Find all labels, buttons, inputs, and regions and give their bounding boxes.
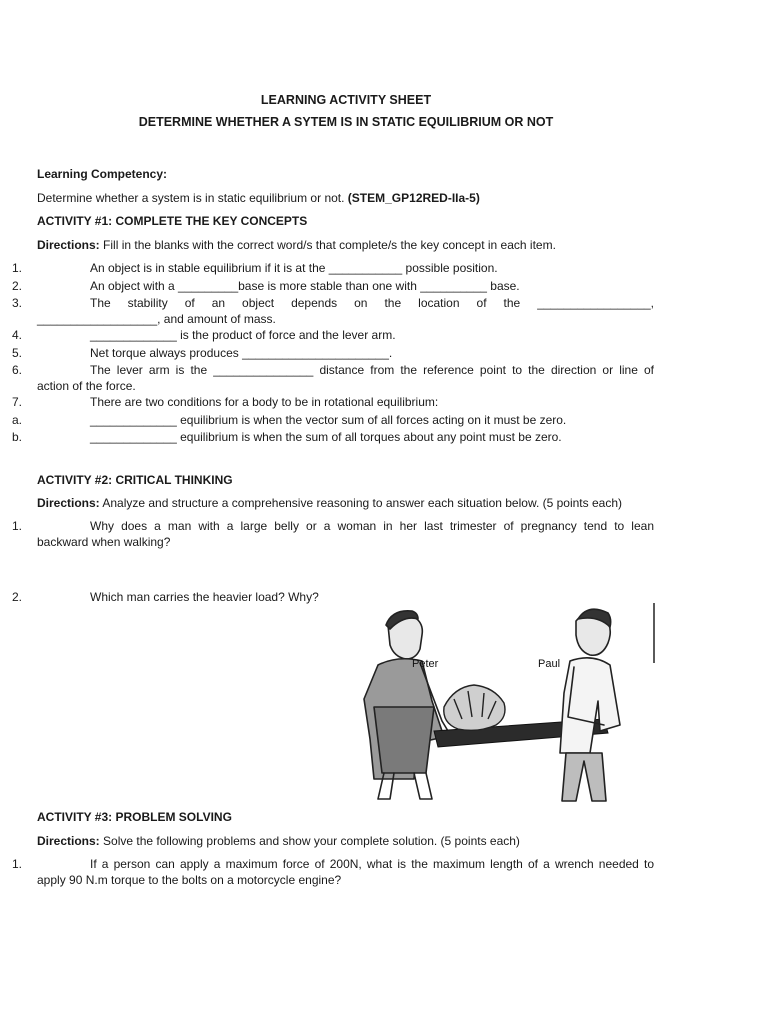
competency-text: Determine whether a system is in static equilibrium or not. bbox=[37, 191, 345, 205]
item-number: 6. bbox=[12, 363, 23, 377]
competency-code: (STEM_GP12RED-IIa-5) bbox=[347, 191, 480, 205]
peter-shorts bbox=[374, 707, 434, 773]
activity2-heading: ACTIVITY #2: CRITICAL THINKING bbox=[37, 473, 233, 487]
activity3-item-1-continuation: apply 90 N.m torque to the bolts on a motorcycle engine? bbox=[37, 873, 342, 887]
activity1-item-7: There are two conditions for a body to be in rotational equilibrium: bbox=[90, 395, 439, 409]
competency-statement bbox=[37, 191, 480, 205]
figure-label-paul: Paul bbox=[538, 658, 561, 670]
directions-label: Directions: bbox=[37, 238, 100, 252]
item-number: 1. bbox=[12, 857, 23, 871]
activity1-item-6: The lever arm is the _______________ distance from the reference point to the direction or line of bbox=[90, 363, 654, 377]
load-object bbox=[444, 685, 505, 730]
item-letter: a. bbox=[12, 413, 23, 427]
item-letter: b. bbox=[12, 430, 23, 444]
activity2-item-1-continuation: backward when walking? bbox=[37, 535, 171, 549]
activity2-item-2: Which man carries the heavier load? Why? bbox=[90, 590, 319, 604]
directions-text: Solve the following problems and show your complete solution. (5 points each) bbox=[103, 834, 520, 848]
directions-text: Fill in the blanks with the correct word/s that complete/s the key concept in each item. bbox=[103, 238, 556, 252]
two-men-carrying-load-illustration bbox=[348, 603, 658, 803]
item-number: 1. bbox=[12, 519, 23, 533]
activity1-item-4: _____________ is the product of force and the lever arm. bbox=[90, 328, 396, 342]
item-number: 3. bbox=[12, 296, 23, 310]
sheet-title: LEARNING ACTIVITY SHEET bbox=[260, 93, 432, 107]
activity1-item-2: An object with a _________base is more stable than one with __________ base. bbox=[90, 279, 520, 293]
item-number: 4. bbox=[12, 328, 23, 342]
activity1-item-7b: _____________ equilibrium is when the sum of all torques about any point must be zero. bbox=[90, 430, 562, 444]
sheet-subtitle: DETERMINE WHETHER A SYTEM IS IN STATIC EQUILIBRIUM OR NOT bbox=[138, 115, 554, 129]
item-number: 2. bbox=[12, 590, 23, 604]
directions-label: Directions: bbox=[37, 834, 100, 848]
activity3-heading: ACTIVITY #3: PROBLEM SOLVING bbox=[37, 810, 232, 824]
directions-text: Analyze and structure a comprehensive reasoning to answer each situation below. (5 points each) bbox=[102, 496, 622, 510]
item-number: 5. bbox=[12, 346, 23, 360]
activity1-directions bbox=[37, 238, 556, 252]
activity1-heading: ACTIVITY #1: COMPLETE THE KEY CONCEPTS bbox=[37, 214, 308, 228]
activity3-directions bbox=[37, 834, 520, 848]
item-number: 1. bbox=[12, 261, 23, 275]
figure-label-peter: Peter bbox=[412, 658, 439, 670]
competency-heading: Learning Competency: bbox=[37, 167, 168, 181]
item-number: 7. bbox=[12, 395, 23, 409]
paul-pants bbox=[562, 753, 606, 801]
activity1-item-5: Net torque always produces ______________________. bbox=[90, 346, 393, 360]
activity1-item-7a: _____________ equilibrium is when the vector sum of all forces acting on it must be zero. bbox=[90, 413, 567, 427]
activity1-item-3: The stability of an object depends on the location of the _________________, bbox=[90, 296, 654, 310]
activity1-item-6-continuation: action of the force. bbox=[37, 379, 136, 393]
activity2-directions bbox=[37, 496, 622, 510]
item-number: 2. bbox=[12, 279, 23, 293]
activity1-item-1: An object is in stable equilibrium if it is at the ___________ possible position. bbox=[90, 261, 498, 275]
activity1-item-3-continuation: __________________, and amount of mass. bbox=[37, 312, 276, 326]
activity3-item-1: If a person can apply a maximum force of 200N, what is the maximum length of a wrench needed to bbox=[90, 857, 654, 871]
directions-label: Directions: bbox=[37, 496, 100, 510]
activity2-item-1: Why does a man with a large belly or a woman in her last trimester of pregnancy tend to lean bbox=[90, 519, 654, 533]
